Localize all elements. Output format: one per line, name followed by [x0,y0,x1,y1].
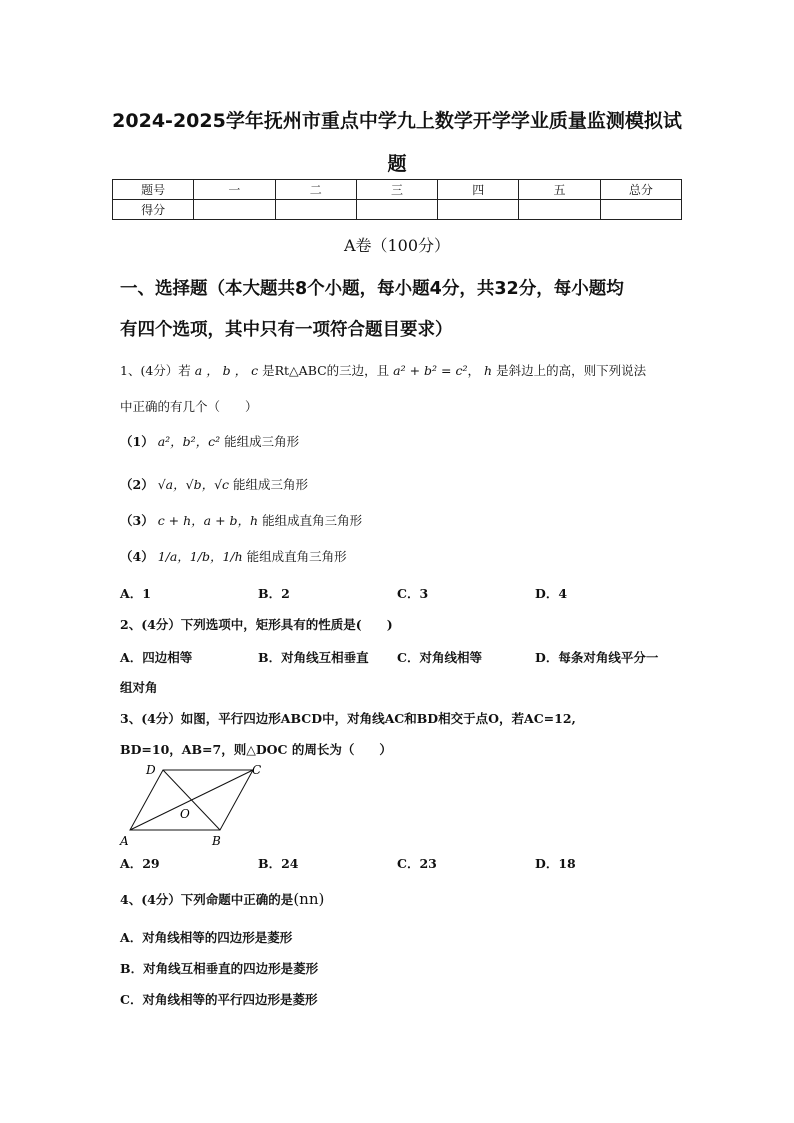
q3-option-b[interactable]: B．24 [258,856,299,871]
q1-item-expr: a²，b²，c² [157,434,221,449]
score-input-cell[interactable] [519,200,600,220]
q1-option-c[interactable]: C．3 [397,586,429,601]
q1-item-text: 能组成直角三角形 [262,513,363,528]
score-input-cell[interactable] [275,200,356,220]
q1-item-text: 能组成三角形 [233,477,309,492]
score-header-cell: 一 [194,180,275,200]
score-row-label: 得分 [113,200,194,220]
center-label-o: O [180,807,190,821]
q1-mid: 是Rt△ABC的三边，且 [262,363,390,378]
score-table-score-row [113,200,682,220]
section-heading-line2: 有四个选项，其中只有一项符合题目要求） [120,320,453,340]
score-table-header-row [113,180,682,200]
score-header-cell: 三 [356,180,437,200]
score-input-cell[interactable] [438,200,519,220]
score-header-cell: 总分 [600,180,681,200]
q1-item-expr: 1/a，1/b，1/h [157,549,243,564]
q1-h: h [484,363,493,378]
question-3-stem-line2: BD=10，AB=7，则△DOC 的周长为（ ） [120,742,392,757]
q1-item-4 [120,547,347,565]
question-1-stem [120,361,646,379]
q1-item-label: （4） [120,549,154,564]
q1-item-1 [120,432,299,450]
q1-item-text: 能组成三角形 [224,434,300,449]
q1-item-label: （1） [120,434,154,449]
vertex-label-d: D [146,763,156,777]
q3-option-c[interactable]: C．23 [397,856,437,871]
q1-item-2 [120,475,308,493]
question-4-stem [120,890,324,908]
score-header-cell: 题号 [113,180,194,200]
question-2-stem: 2、(4分）下列选项中，矩形具有的性质是( ) [120,617,393,632]
vertex-label-b: B [212,834,221,848]
q2-option-c[interactable]: C．对角线相等 [397,650,482,665]
exam-title-line2: 题 [387,153,407,175]
score-input-cell[interactable] [356,200,437,220]
exam-title-line1: 2024-2025学年抚州市重点中学九上数学开学学业质量监测模拟试 [112,110,682,132]
q2-option-b[interactable]: B．对角线互相垂直 [258,650,369,665]
score-table [112,179,682,220]
score-input-cell[interactable] [600,200,681,220]
paper-part-heading: A卷（100分） [343,236,451,255]
q3-option-a[interactable]: A．29 [120,856,160,871]
section-heading-line1: 一、选择题（本大题共8个小题，每小题4分，共32分，每小题均 [120,279,624,299]
q1-item-expr: √a，√b，√c [157,477,230,492]
q1-equation: a² + b² = c² [393,363,468,378]
q2-option-d-wrap: 组对角 [120,680,158,695]
score-header-cell: 四 [438,180,519,200]
q1-item-expr: c + h，a + b，h [157,513,259,528]
score-header-cell: 五 [519,180,600,200]
q1-option-a[interactable]: A．1 [120,586,151,601]
q4-paren: (nn) [293,890,325,908]
q2-option-a[interactable]: A．四边相等 [120,650,193,665]
q4-option-c[interactable]: C．对角线相等的平行四边形是菱形 [120,992,318,1007]
q1-vars: a ， b ， c [194,363,259,378]
q1-tail: 是斜边上的高，则下列说法 [496,363,647,378]
vertex-label-c: C [252,763,262,777]
q1-item-label: （2） [120,477,154,492]
parallelogram-figure [118,760,278,850]
vertex-label-a: A [120,834,129,848]
question-1-stem-line2: 中正确的有几个（ ） [120,399,258,414]
q4-text: 4、(4分）下列命题中正确的是 [120,892,294,907]
score-header-cell: 二 [275,180,356,200]
q1-item-text: 能组成直角三角形 [246,549,347,564]
q1-prefix: 1、(4分）若 [120,363,191,378]
q1-mid2: ， [467,363,481,378]
score-input-cell[interactable] [194,200,275,220]
q1-option-d[interactable]: D．4 [535,586,568,601]
diagonal-bd [163,770,220,830]
q3-option-d[interactable]: D．18 [535,856,576,871]
q1-item-3 [120,511,362,529]
q4-option-a[interactable]: A．对角线相等的四边形是菱形 [120,930,293,945]
question-3-stem-line1: 3、(4分）如图，平行四边形ABCD中，对角线AC和BD相交于点O，若AC=12, [120,711,576,726]
q2-option-d[interactable]: D．每条对角线平分一 [535,650,659,665]
q1-item-label: （3） [120,513,154,528]
q4-option-b[interactable]: B．对角线互相垂直的四边形是菱形 [120,961,319,976]
q1-option-b[interactable]: B．2 [258,586,290,601]
